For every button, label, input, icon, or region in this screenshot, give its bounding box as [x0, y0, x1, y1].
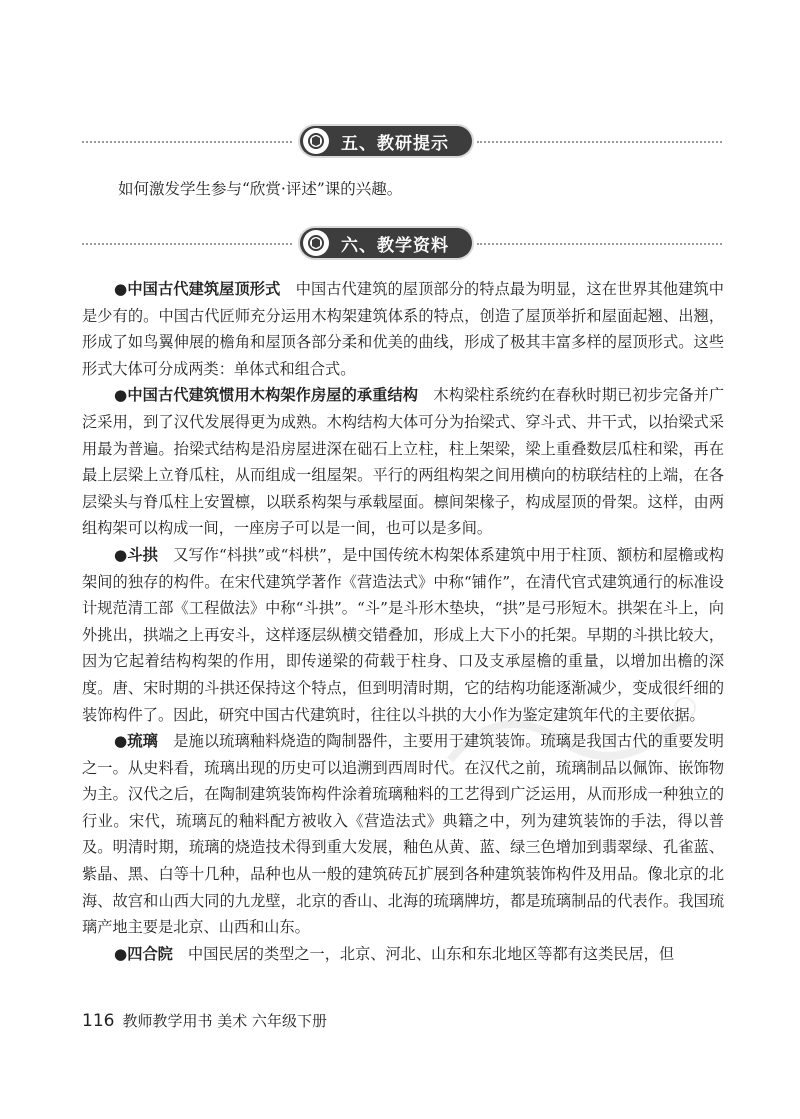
entry-roof-forms	[82, 276, 724, 382]
entry-text: 中国古代建筑的屋顶部分的特点最为明显，这在世界其他建筑中是少有的。中国古代匠师充分运用木构架建筑体系的特点，创造了屋顶举折和屋面起翘、出翘，形成了如鸟翼伸展的檐角和屋顶各部分柔和优美的曲线，形成了极其丰富多样的屋顶形式。这些形式大体可分成两类：单体式和组合式。	[82, 280, 724, 378]
dotted-rule-left	[82, 243, 292, 245]
teaching-question: 如何激发学生参与“欣赏·评述”课的兴趣。	[118, 180, 403, 198]
entry-siheyuan	[82, 941, 724, 968]
entry-timber-frame	[82, 382, 724, 542]
page-number: 116	[82, 1011, 115, 1031]
page-footer	[82, 1010, 327, 1031]
dotted-rule-right	[477, 141, 722, 143]
entry-term: ●中国古代建筑惯用木构架作房屋的承重结构	[114, 386, 419, 405]
entry-text: 中国民居的类型之一，北京、河北、山东和东北地区等都有这类民居，但	[188, 944, 675, 963]
section-header-five	[82, 124, 722, 158]
book-title: 教师教学用书 美术 六年级下册	[122, 1012, 327, 1030]
entry-term: ●四合院	[114, 944, 173, 963]
entry-term: ●斗拱	[114, 545, 158, 564]
entry-text: 是施以琉璃釉料烧造的陶制器件，主要用于建筑装饰。琉璃是我国古代的重要发明之一。从史料看，琉璃出现的历史可以追溯到西周时代。在汉代之前，琉璃制品以佩饰、嵌饰物为主。汉代之后，在陶制建筑装饰构件涂着琉璃釉料的工艺得到广泛运用，从而形成一种独立的行业。宋代，琉璃瓦的釉料配方被收入《营造法式》典籍之中，列为建筑装饰的手法，得以普及。明清时期，琉璃的烧造技术得到重大发展，釉色从黄、蓝、绿三色增加到翡翠绿、孔雀蓝、紫晶、黑、白等十几种，品种也从一般的建筑砖瓦扩展到各种建筑装饰构件及用品。像北京的北海、故宫和山西大同的九龙壁，北京的香山、北海的琉璃牌坊，都是琉璃制品的代表作。我国琉璃产地主要是北京、山西和山东。	[82, 732, 724, 937]
section-title: 五、教研提示	[341, 133, 449, 154]
section-pill	[300, 228, 472, 258]
entry-text: 又写作“枓拱”或“枓栱”，是中国传统木构架体系建筑中用于柱顶、额枋和屋檐或构架间的独存的构件。在宋代建筑学著作《营造法式》中称“铺作”，在清代官式建筑通行的标准设计规范清工部《工程做法》中称“斗拱”。“斗”是斗形木垫块，“拱”是弓形短木。拱架在斗上，向外挑出，拱端之上再安斗，这样逐层纵横交错叠加，形成上大下小的托架。早期的斗拱比较大，因为它起着结构构架的作用，即传递梁的荷载于柱身、口及支承屋檐的重量，以增加出檐的深度。唐、宋时期的斗拱还保持这个特点，但到明清时期，它的结构功能逐渐减少，变成很纤细的装饰构件了。因此，研究中国古代建筑时，往往以斗拱的大小作为鉴定建筑年代的主要依据。	[82, 545, 724, 724]
entry-glazed-tile	[82, 728, 724, 941]
teaching-materials-body	[82, 276, 724, 967]
entry-term: ●中国古代建筑屋顶形式	[114, 280, 281, 298]
entry-text: 木构梁柱系统约在春秋时期已初步完备并广泛采用，到了汉代发展得更为成熟。木构结构大体可分为抬梁式、穿斗式、井干式，以抬梁式采用最为普遍。抬梁式结构是沿房屋进深在础石上立柱，柱上架梁，梁上重叠数层瓜柱和梁，再在最上层梁上立脊瓜柱，从而组成一组屋架。平行的两组构架之间用横向的枋联结柱的上端，在各层梁头与脊瓜柱上安置檩，以联系构架与承载屋面。檩间架椽子，构成屋顶的骨架。这样，由两组构架可以构成一间，一座房子可以是一间，也可以是多间。	[82, 386, 725, 538]
section-badge-icon	[303, 230, 329, 256]
section-badge-icon	[303, 128, 329, 154]
dotted-rule-right	[477, 243, 722, 245]
entry-term: ●琉璃	[114, 732, 158, 751]
dotted-rule-left	[82, 141, 292, 143]
section-header-six	[82, 226, 722, 260]
section-pill	[300, 126, 472, 156]
entry-dougong	[82, 542, 724, 728]
section-title: 六、教学资料	[341, 235, 449, 256]
